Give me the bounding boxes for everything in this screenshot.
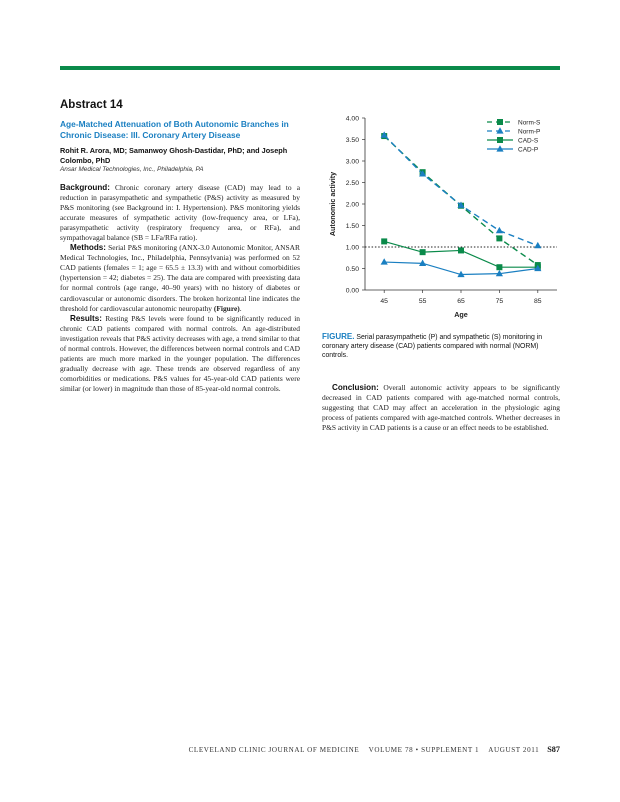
methods-lead: Methods: — [70, 243, 106, 253]
footer-text: CLEVELAND CLINIC JOURNAL OF MEDICINE VOLUME 78 • SUPPLEMENT 1 AUGUST 2011 — [188, 746, 540, 754]
caption-lead: FIGURE. — [322, 332, 355, 341]
y-tick-label: 2.50 — [345, 180, 359, 187]
x-tick-label: 75 — [495, 298, 504, 305]
legend-label-cad-s: CAD-S — [518, 137, 539, 145]
results-paragraph — [60, 314, 300, 394]
page-number: S87 — [547, 745, 560, 754]
x-tick-label: 55 — [418, 298, 427, 305]
data-point-norm-p — [534, 242, 541, 248]
legend-marker-cad-s — [497, 137, 503, 143]
x-tick-label: 45 — [380, 298, 388, 305]
background-paragraph — [60, 183, 300, 243]
conclusion-paragraph — [322, 383, 560, 433]
y-tick-label: 0.00 — [345, 287, 359, 295]
x-tick-label: 85 — [534, 298, 542, 305]
figure-caption — [322, 333, 560, 361]
methods-end: . — [239, 303, 242, 313]
y-tick-label: 0.50 — [345, 266, 359, 273]
y-tick-label: 1.00 — [345, 244, 359, 252]
legend-marker-norm-p — [496, 127, 503, 133]
figure-ref: (Figure) — [213, 303, 240, 313]
page-footer — [160, 745, 560, 754]
legend-label-cad-p: CAD-P — [518, 146, 539, 154]
abstract-label: Abstract 14 — [60, 99, 123, 111]
data-point-cad-p — [381, 258, 388, 264]
results-lead: Results: — [70, 313, 102, 323]
conclusion-lead: Conclusion: — [332, 383, 379, 392]
autonomic-activity-chart — [315, 110, 560, 320]
methods-paragraph — [60, 243, 300, 313]
x-axis-label: Age — [454, 310, 468, 319]
top-rule — [60, 66, 560, 70]
conclusion-text: Overall autonomic activity appears to be significantly decreased in CAD patients compared with age-matched normal controls, suggesting that CAD may affect an acceleration in the physiologic aging process of patients compared with age-matched controls. Whether decreases in P&S activity in CAD patients is a cause or an effect needs to be established. — [322, 383, 561, 433]
series-line-norm-p — [384, 135, 538, 246]
caption-text: Serial parasympathetic (P) and sympathetic (S) monitoring in coronary artery disease (CAD) patients compared with normal (NORM) controls. — [322, 334, 543, 359]
abstract-body — [60, 183, 300, 394]
data-point-cad-s — [496, 264, 502, 270]
background-lead: Background: — [60, 183, 110, 192]
affiliation: Ansar Medical Technologies, Inc., Philadelphia, PA — [60, 166, 204, 173]
y-tick-label: 3.50 — [345, 137, 359, 144]
methods-text: Serial P&S monitoring (ANX-3.0 Autonomic Monitor, ANSAR Medical Technologies, Inc., Philadelphia, Pennsylvania) was performed on 52 CAD patients (females = 1; age = 65.5 ± 13.3) with and without comorbidities (hypertension = 42; diabetes = 25). The data are compared with preexisting data for normal controls (age range, 40–90 years) with no history of diabetes or cardiovascular or autonomic disorders. The broken horizontal line indicates the threshold for cardiovascular autonomic neuropathy — [60, 243, 300, 313]
y-tick-label: 1.50 — [345, 223, 359, 230]
legend-marker-norm-s — [497, 119, 503, 125]
legend-label-norm-p: Norm-P — [518, 128, 541, 136]
authors: Rohit R. Arora, MD; Samanwoy Ghosh-Dastidar, PhD; and Joseph Colombo, PhD — [60, 146, 288, 165]
background-text: Chronic coronary artery disease (CAD) may lead to a reduction in parasympathetic and sympathetic (P&S) activity as measured by P&S monitoring (see Background in: I. Hypertension). P&S monitoring yields accurate measures of sympathetic activity (low-frequency area, or LFa), parasympathetic activity (respiratory frequency area, or RFa), and sympathovagal balance (SB = LFa/RFa ratio). — [60, 183, 300, 243]
data-point-cad-s — [458, 247, 464, 253]
data-point-cad-s — [381, 238, 387, 244]
data-point-norm-p — [496, 227, 503, 233]
conclusion-section — [322, 383, 560, 433]
legend-marker-cad-p — [496, 145, 503, 151]
results-text: Resting P&S levels were found to be significantly reduced in chronic CAD patients compared with normal controls. An age-distributed investigation reveals that P&S activity decreases with age, a trend similar to that of normal controls. However, the differences between normal controls and CAD patients are much more marked in the younger population. The differences gradually decrease with age. These trends are observed regardless of any comorbidities or medications. P&S values for 45-year-old CAD patients were similar (or lower) in magnitude than those of 85-year-old normal controls. — [60, 313, 300, 393]
data-point-cad-s — [420, 249, 426, 255]
y-tick-label: 2.00 — [345, 201, 359, 209]
x-tick-label: 65 — [457, 298, 465, 305]
y-tick-label: 3.00 — [345, 158, 359, 166]
series-line-norm-s — [384, 136, 538, 265]
y-tick-label: 4.00 — [345, 115, 359, 123]
y-axis-label: Autonomic activity — [328, 171, 337, 237]
data-point-norm-s — [496, 235, 502, 241]
abstract-title: Age-Matched Attenuation of Both Autonomic Branches in Chronic Disease: III. Coronary Artery Disease — [60, 119, 289, 140]
legend-label-norm-s: Norm-S — [518, 119, 541, 127]
